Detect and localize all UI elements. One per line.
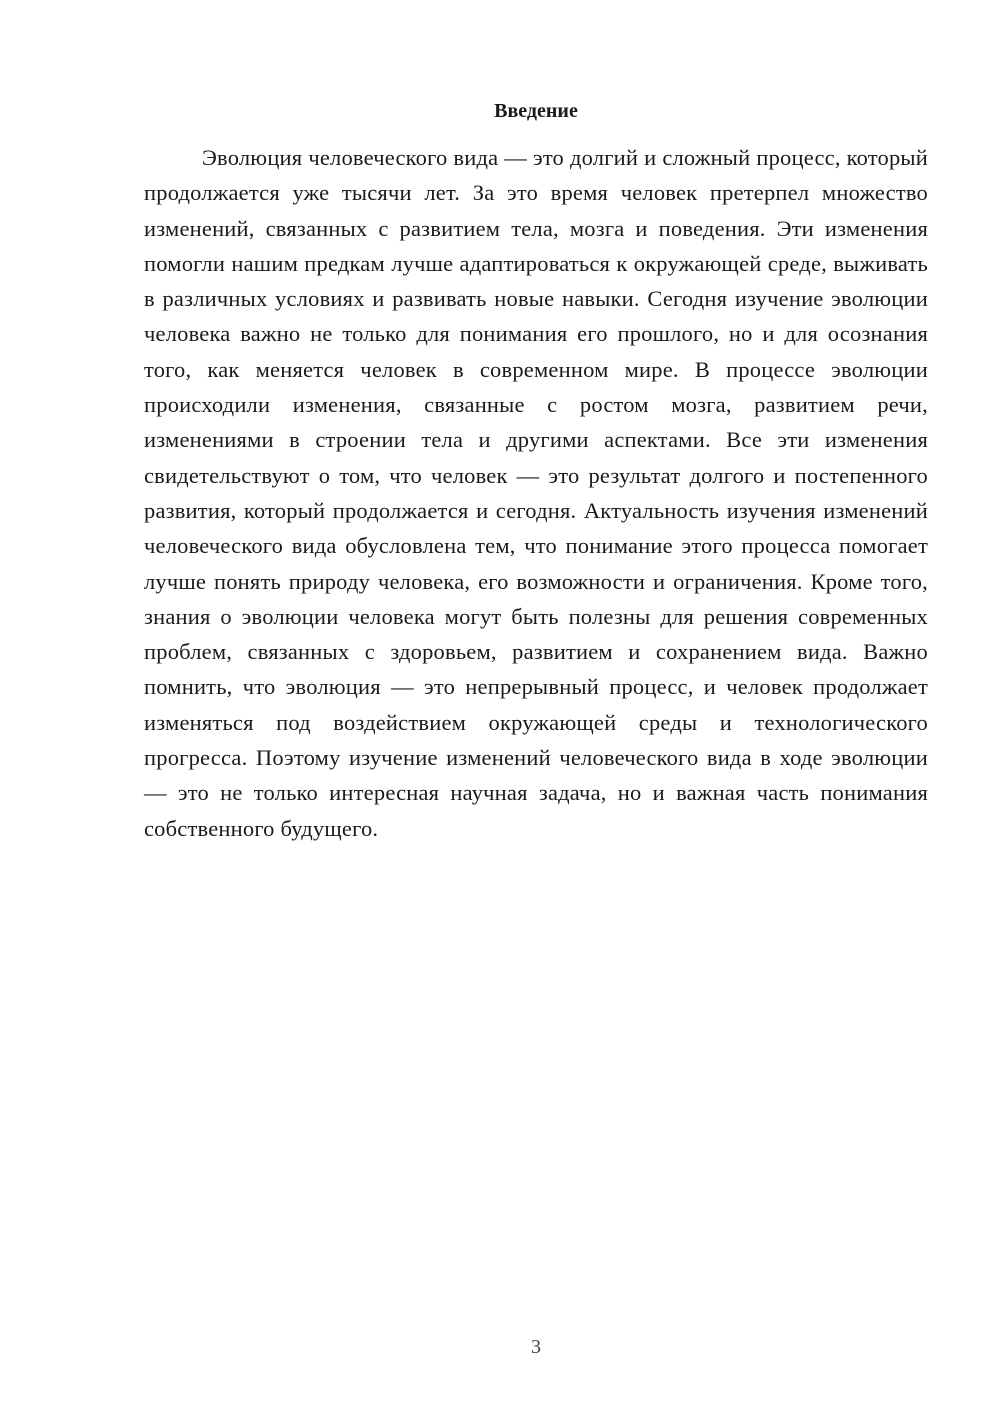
body-paragraph: Эволюция человеческого вида — это долгий и сложный процесс, который продолжается уже тысячи лет. За это время человек претерпел множество изменений, связанных с развитием тела, мозга и поведения. Эти изменения помогли нашим предкам лучше адаптироваться к окружающей среде, выживать в различных условиях и развивать новые навыки. Сегодня изучение эволюции человека важно не только для понимания его прошлого, но и для осознания того, как меняется человек в современном мире. В процессе эволюции происходили изменения, связанные с ростом мозга, развитием речи, изменениями в строении тела и другими аспектами. Все эти изменения свидетельствуют о том, что человек — это результат долгого и постепенного развития, который продолжается и сегодня. Актуальность изучения изменений человеческого вида обусловлена тем, что понимание этого процесса помогает лучше понять природу человека, его возможности и ограничения. Кроме того, знания о эволюции человека могут быть полезны для решения современных проблем, связанных с здоровьем, развитием и сохранением вида. Важно помнить, что эволюция — это непрерывный процесс, и человек продолжает изменяться под воздействием окружающей среды и технологического прогресса. Поэтому изучение изменений человеческого вида в ходе эволюции — это не только интересная научная задача, но и важная часть понимания собственного будущего.	[144, 145, 928, 841]
section-heading: Введение	[494, 100, 578, 122]
page-number: 3	[531, 1336, 541, 1358]
